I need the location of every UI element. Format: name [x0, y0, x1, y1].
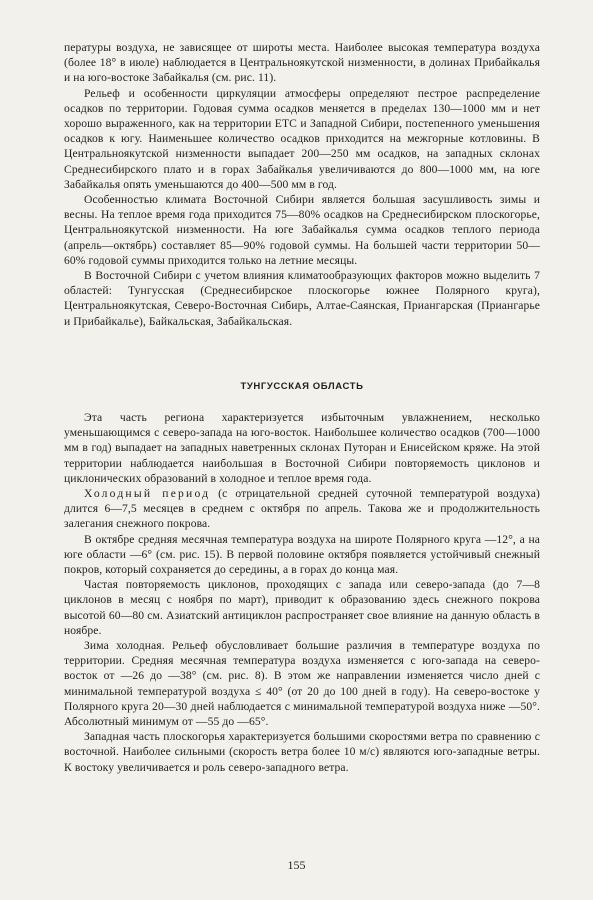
paragraph-continued: пературы воздуха, не зависящее от широты места. Наиболее высокая температура воздуха (более 18° в июле) наблюдается в Центральноякутской низменности, в долинах Прибайкалья и на юго-востоке Забайкалья (см. рис. 11). [64, 41, 540, 85]
paragraph-cyclones: Частая повторяемость циклонов, проходящих с запада или северо-запада (до 7—8 циклонов в месяц с ноября по март), приводит к образованию здесь снежного покрова высотой 60—80 см. Азиатский антициклон распространяет свое влияние на данную область в ноябре. [64, 578, 540, 637]
paragraph-october: В октябре средняя месячная температура воздуха на широте Полярного круга —12°, а на юге области —6° (см. рис. 15). В первой половине октября появляется устойчивый снежный покров, который сохраняется до середины, а в горах до конца мая. [64, 532, 540, 577]
paragraph-winter: Зима холодная. Рельеф обусловливает большие различия в температуре воздуха по территории. Средняя месячная температура воздуха изменяется с юго-запада на северо-восток от —26 до —38° (см. рис. 8). В этом же направлении изменяется число дней с минимальной температурой воздуха ≤ 40° (от 20 до 100 дней в году). На северо-востоке у Полярного круга 20—30 дней наблюдается с минимальной температурой воздуха ниже —50°. Абсолютный минимум от —55 до —65°. [64, 639, 540, 729]
paragraph-cold-period [64, 486, 540, 532]
section-heading: ТУНГУССКАЯ ОБЛАСТЬ [240, 381, 364, 392]
paragraph-humidity: Эта часть региона характеризуется избыточным увлажнением, несколько уменьшающимся с северо-запада на юго-восток. Наибольшее количество осадков (700—1000 мм в год) выпадает на западных наветренных склонах Путоран и Енисейском кряже. На этой территории наблюдается наибольшая в Восточной Сибири повторяемость циклонов и циклонических образований в холодное и теплое время года. [64, 411, 540, 485]
paragraph-regions: В Восточной Сибири с учетом влияния климатообразующих факторов можно выделить 7 областей: Тунгусская (Среднесибирское плоскогорье южнее Полярного круга), Центральноякутская, Северо-Восточная Сибирь, Алтае-Саянская, Приангарская (Приангарье и Прибайкалье), Байкальская, Забайкальская. [64, 269, 540, 328]
paragraph-precipitation: Рельеф и особенности циркуляции атмосферы определяют пестрое распределение осадков по территории. Годовая сумма осадков меняется в пределах 130—1000 мм и нет хорошо выраженного, как на территории ЕТС и Западной Сибири, постепенного уменьшения осадков к югу. Наименьшее количество осадков приходится на межгорные котловины. В Центральноякутской низменности выпадает 200—250 мм осадков, на западных склонах Среднесибирского плато и в горах Забайкалья увеличиваются до 800—1000 мм, на юге Забайкалья опять уменьшаются до 400—500 мм в год. [64, 86, 540, 191]
paragraph-wind: Западная часть плоскогорья характеризуется большими скоростями ветра по сравнению с восточной. Наиболее сильными (скорость ветра более 10 м/с) являются юго-западные ветры. К востоку увеличивается и роль северо-западного ветра. [64, 730, 540, 774]
text-block-bottom [64, 410, 540, 775]
cold-period-text: (с отрицательной средней суточной температурой воздуха) длится 6—7,5 месяцев в среднем с октября по апрель. Такова же и продолжительность залегания снежного покрова. [64, 487, 540, 531]
emphasized-term: Холодный период [84, 487, 211, 501]
text-block-top [64, 40, 540, 329]
page-number: 155 [287, 858, 306, 872]
paragraph-dry-winter: Особенностью климата Восточной Сибири является большая засушливость зимы и весны. На теплое время года приходится 75—80% осадков на Среднесибирском плоскогорье, Центральноякутской низменности. На юге Забайкалья сумма осадков теплого периода (апрель—октябрь) составляет 85—90% годовой суммы. На большей части территории 50—60% годовой суммы приходится только на летние месяцы. [64, 193, 540, 267]
